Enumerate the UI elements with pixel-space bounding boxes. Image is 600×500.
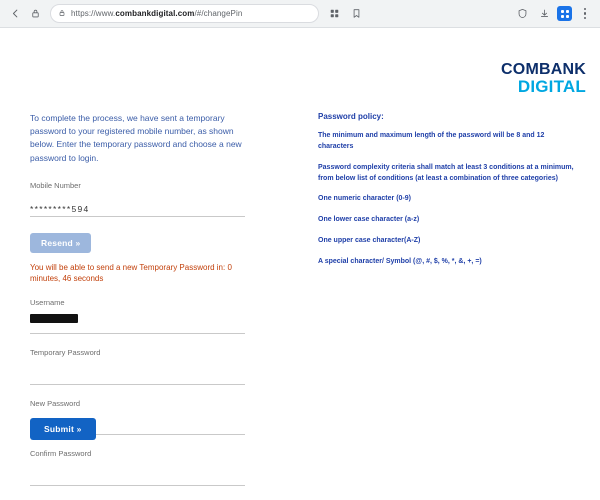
policy-rule: A special character/ Symbol (@, #, $, %, *, &, +, =) [318,257,482,265]
url-text: https://www.combankdigital.com/#/changePin [71,9,243,18]
back-arrow-icon[interactable] [6,5,24,23]
username-label: Username [30,297,65,307]
policy-rule: The minimum and maximum length of the password will be 8 and 12 characters [318,132,545,150]
confirm-password-label: Confirm Password [30,449,92,459]
new-password-label: New Password [30,398,81,408]
temporary-password-label: Temporary Password [30,348,101,358]
password-policy-title: Password policy: [318,112,384,121]
logo-line-combank: COMBANK [501,61,586,78]
toolbar-right-actions [325,5,594,23]
submit-button[interactable]: Submit » [30,418,96,440]
username-field [30,298,245,335]
shield-icon[interactable] [513,5,531,23]
browser-toolbar [0,0,600,28]
resend-button[interactable]: Resend » [30,233,91,253]
profile-icon[interactable] [557,6,572,21]
combank-digital-logo [501,62,586,96]
password-policy-panel [318,112,580,278]
policy-rule: Password complexity criteria shall match at least 3 conditions at a minimum, from below list of conditions (at least a combination of three categories) [318,163,574,182]
bookmark-icon[interactable] [347,5,365,23]
temporary-password-input[interactable] [30,371,245,385]
change-pin-form [30,112,245,500]
resend-timer-text: You will be able to send a new Temporary Password in: 0 minutes, 46 seconds [30,263,232,283]
redaction-mark [30,314,78,323]
submit-button-wrapper [30,418,96,440]
grid-icon[interactable] [325,5,343,23]
site-lock-icon [58,9,66,19]
mobile-number-input[interactable] [30,203,245,217]
address-bar[interactable] [50,4,319,23]
lock-icon[interactable] [26,5,44,23]
overflow-menu-icon[interactable] [576,5,594,23]
policy-rule: One numeric character (0-9) [318,195,411,203]
mobile-number-field [30,181,245,218]
policy-rule: One lower case character (a-z) [318,216,420,224]
download-icon[interactable] [535,5,553,23]
mobile-number-label: Mobile Number [30,180,81,190]
page-content [0,28,600,459]
instructions-text: To complete the process, we have sent a temporary password to your registered mobile number, as shown below. Enter the temporary password and choose a new password to login. [30,113,242,163]
logo-line-digital: DIGITAL [517,77,586,97]
navigation-buttons [6,5,44,23]
confirm-password-input[interactable] [30,472,245,486]
confirm-password-field [30,449,245,486]
policy-rule: One upper case character(A-Z) [318,237,421,245]
temporary-password-field [30,348,245,385]
